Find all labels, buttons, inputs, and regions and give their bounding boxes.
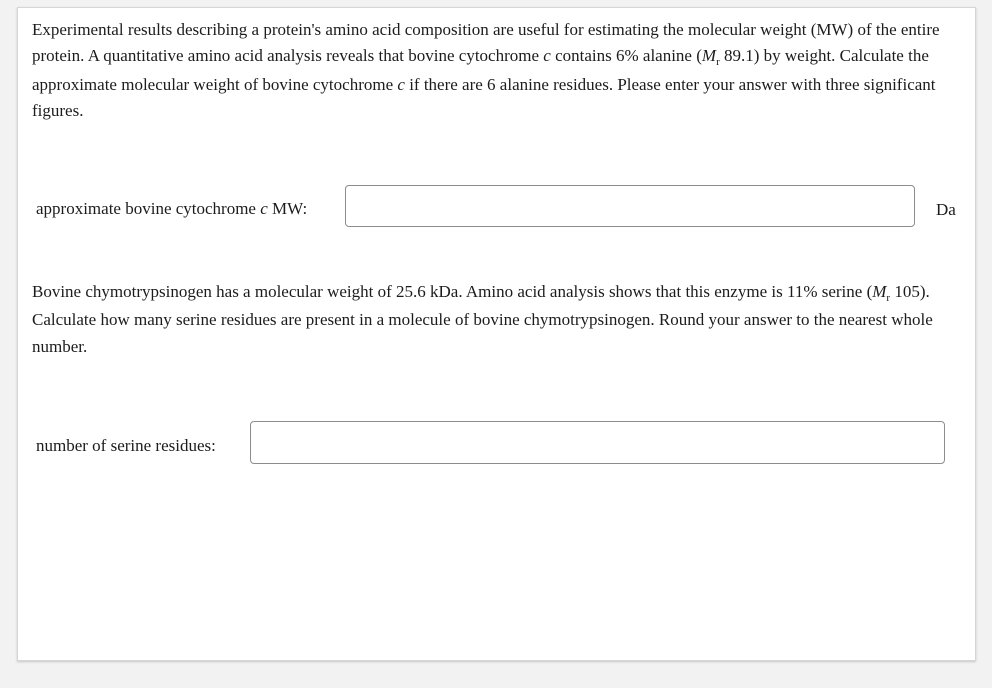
serine-answer-label: number of serine residues: — [36, 436, 216, 455]
question-card — [17, 7, 976, 661]
serine-answer-input[interactable] — [250, 421, 945, 464]
mw-unit-label: Da — [936, 200, 956, 219]
question-1-text: Experimental results describing a protein's amino acid composition are useful for estimating the molecular weight (MW) of the entire protein. A quantitative amino acid analysis reveals that bovine cytochrome c contains 6% alanine ($M_r$ 89.1) by weight. Calculate the approximate molecular weight of bovine cytochrome c if there are 6 alanine residues. Please enter your answer with three significant figures. — [32, 20, 940, 120]
mw-answer-label: approximate bovine cytochrome c MW: — [36, 199, 308, 218]
mw-answer-input[interactable] — [345, 185, 915, 227]
question-2-text: Bovine chymotrypsinogen has a molecular weight of 25.6 kDa. Amino acid analysis shows that this enzyme is 11% serine ($M_r$ 105). Calculate how many serine residues are present in a molecule of bovine chymotrypsinogen. Round your answer to the nearest whole number. — [32, 282, 933, 356]
